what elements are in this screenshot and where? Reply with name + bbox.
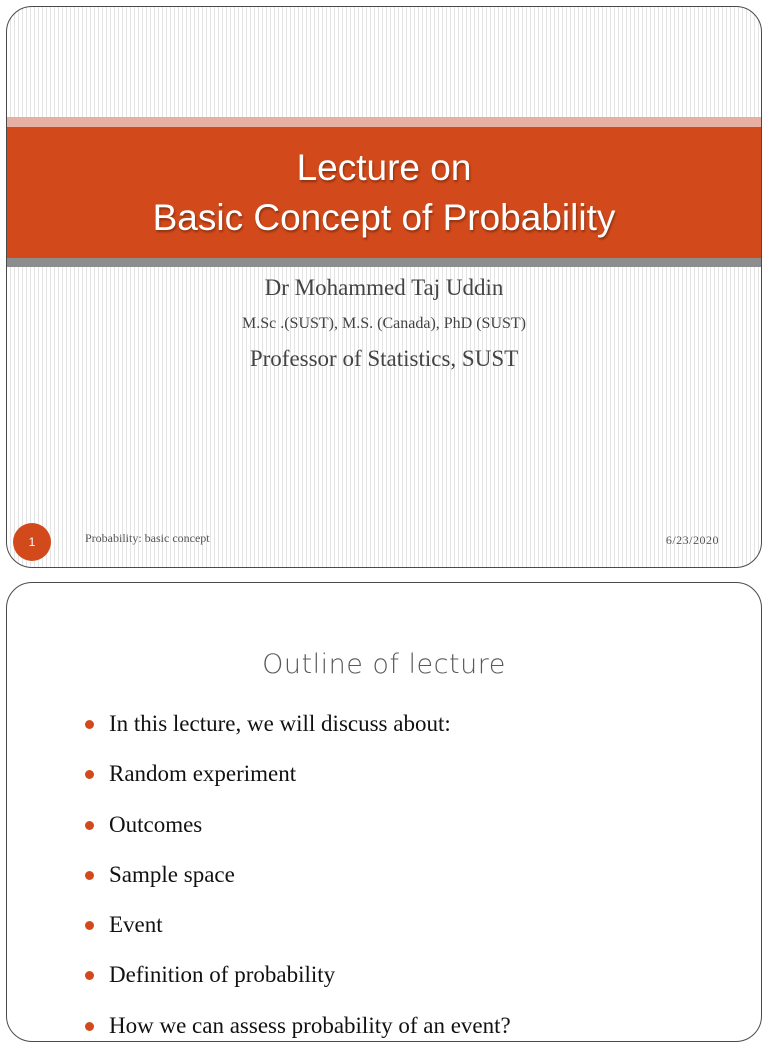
bullet-dot-icon (85, 871, 94, 880)
slide-title: Outline of lecture (262, 649, 506, 680)
author-name: Dr Mohammed Taj Uddin (264, 275, 504, 300)
footer-topic: Probability: basic concept (85, 531, 210, 545)
bullet-dot-icon (85, 821, 94, 830)
bullet-dot-icon (85, 1022, 94, 1031)
title-line-2: Basic Concept of Probability (152, 196, 616, 238)
bullet-item (85, 759, 511, 809)
slide-number: 1 (28, 535, 36, 549)
bullet-dot-icon (85, 720, 94, 729)
title-band-top-stripe (7, 117, 761, 127)
bullet-text: Outcomes (109, 811, 203, 837)
author-credentials: M.Sc .(SUST), M.S. (Canada), PhD (SUST) (242, 315, 526, 332)
bullet-text: Definition of probability (109, 962, 336, 988)
title-band (7, 127, 761, 258)
title-band-bottom-stripe (7, 258, 761, 267)
bullet-text: How we can assess probability of an event? (109, 1012, 511, 1038)
bullet-text: Event (109, 912, 163, 938)
bullet-dot-icon (85, 971, 94, 980)
bullet-text: Random experiment (109, 761, 297, 787)
bullet-item (85, 709, 511, 759)
bullet-dot-icon (85, 770, 94, 779)
bullet-text: In this lecture, we will discuss about: (109, 711, 451, 736)
footer-date: 6/23/2020 (665, 533, 719, 547)
bullet-item (85, 810, 511, 860)
bullet-item (85, 860, 511, 910)
bullet-text: Sample space (109, 861, 235, 887)
title-line-1: Lecture on (296, 146, 472, 188)
bullet-item (85, 1011, 511, 1042)
author-position: Professor of Statistics, SUST (249, 346, 519, 371)
slide-1 (6, 6, 762, 568)
slide-number-badge (13, 523, 51, 561)
bullet-dot-icon (85, 921, 94, 930)
bullet-list (85, 709, 511, 1042)
bullet-item (85, 910, 511, 960)
bullet-item (85, 960, 511, 1010)
slide-2 (6, 582, 762, 1042)
